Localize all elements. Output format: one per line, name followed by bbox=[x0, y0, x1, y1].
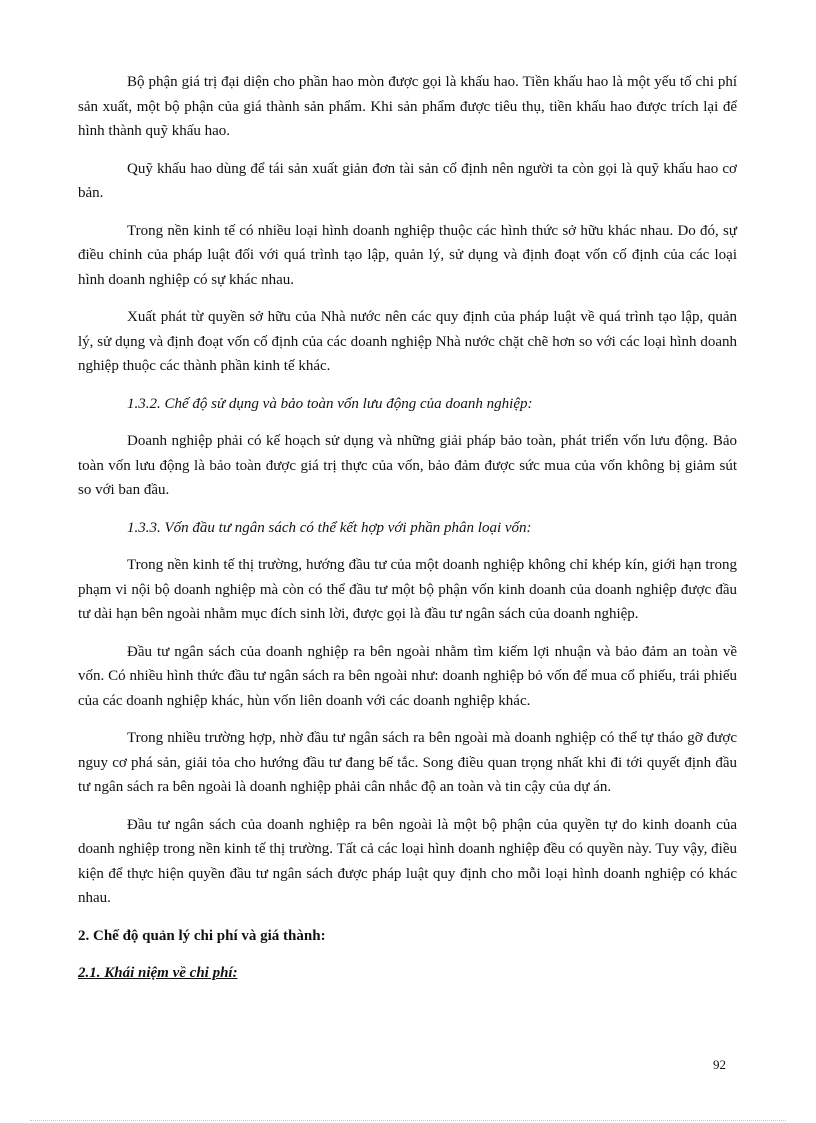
paragraph-working-capital: Doanh nghiệp phải có kế hoạch sử dụng và những giải pháp bảo toàn, phát triển vốn lưu động. Bảo toàn vốn lưu động là bảo toàn được giá trị thực của vốn, bảo đảm được sức mua của vốn không bị giảm sút so với ban đầu. bbox=[78, 433, 737, 498]
section-heading-2-1: 2.1. Khái niệm về chi phí: bbox=[78, 965, 238, 981]
paragraph-state-ownership: Xuất phát từ quyền sở hữu của Nhà nước nên các quy định của pháp luật về quá trình tạo lập, quản lý, sử dụng và định đoạt vốn cố định của các doanh nghiệp Nhà nước chặt chẽ hơn so với các loại hình doanh nghiệp thuộc các thành phần kinh tế khác. bbox=[78, 309, 737, 374]
paragraph-bankruptcy-risk: Trong nhiều trường hợp, nhờ đầu tư ngân sách ra bên ngoài mà doanh nghiệp có thể tự tháo gỡ được nguy cơ phá sản, giải tỏa cho hướng đầu tư đang bế tắc. Song điều quan trọng nhất khi đi tới quyết định đầu tư ngân sách ra bên ngoài là doanh nghiệp phải cân nhắc độ an toàn và tin cậy của dự án. bbox=[78, 730, 737, 795]
footer-divider bbox=[30, 1120, 786, 1121]
paragraph-business-freedom: Đầu tư ngân sách của doanh nghiệp ra bên ngoài là một bộ phận của quyền tự do kinh doanh của doanh nghiệp trong nền kinh tế thị trường. Tất cả các loại hình doanh nghiệp đều có quyền này. Tuy vậy, điều kiện để thực hiện quyền đầu tư ngân sách được pháp luật quy định cho mỗi loại hình doanh nghiệp có khác nhau. bbox=[78, 816, 737, 906]
paragraph-depreciation-fund: Quỹ khấu hao dùng để tái sản xuất giản đơn tài sản cố định nên người ta còn gọi là quỹ khấu hao cơ bản. bbox=[78, 160, 737, 201]
subheading-1-3-3: 1.3.3. Vốn đầu tư ngân sách có thể kết hợp với phần phân loại vốn: bbox=[127, 519, 532, 536]
page-number: 92 bbox=[713, 1057, 726, 1072]
subheading-1-3-2: 1.3.2. Chế độ sử dụng và bảo toàn vốn lưu động của doanh nghiệp: bbox=[127, 395, 533, 412]
paragraph-enterprise-types: Trong nền kinh tế có nhiều loại hình doanh nghiệp thuộc các hình thức sở hữu khác nhau. Do đó, sự điều chỉnh của pháp luật đối với quá trình tạo lập, quản lý, sử dụng và định đoạt vốn cố định của các loại hình doanh nghiệp có sự khác nhau. bbox=[78, 222, 737, 288]
paragraph-investment-forms: Đầu tư ngân sách của doanh nghiệp ra bên ngoài nhằm tìm kiếm lợi nhuận và bảo đảm an toàn về vốn. Có nhiều hình thức đầu tư ngân sách ra bên ngoài như: doanh nghiệp bỏ vốn để mua cổ phiếu, trái phiếu của các doanh nghiệp khác, hùn vốn liên doanh với các doanh nghiệp khác. bbox=[78, 643, 737, 709]
paragraph-depreciation: Bộ phận giá trị đại diện cho phần hao mòn được gọi là khấu hao. Tiền khấu hao là một yếu tố chi phí sản xuất, một bộ phận của giá thành sản phẩm. Khi sản phẩm được tiêu thụ, tiền khấu hao được trích lại để hình thành quỹ khấu hao. bbox=[78, 74, 737, 139]
paragraph-market-investment: Trong nền kinh tế thị trường, hướng đầu tư của một doanh nghiệp không chỉ khép kín, giới hạn trong phạm vi nội bộ doanh nghiệp mà còn có thể đầu tư một bộ phận vốn kinh doanh của doanh nghiệp được đầu tư dài hạn bên ngoài nhằm mục đích sinh lời, được gọi là đầu tư ngân sách của doanh nghiệp. bbox=[78, 557, 737, 622]
section-heading-2: 2. Chế độ quản lý chi phí và giá thành: bbox=[78, 927, 326, 944]
document-page bbox=[78, 70, 737, 999]
